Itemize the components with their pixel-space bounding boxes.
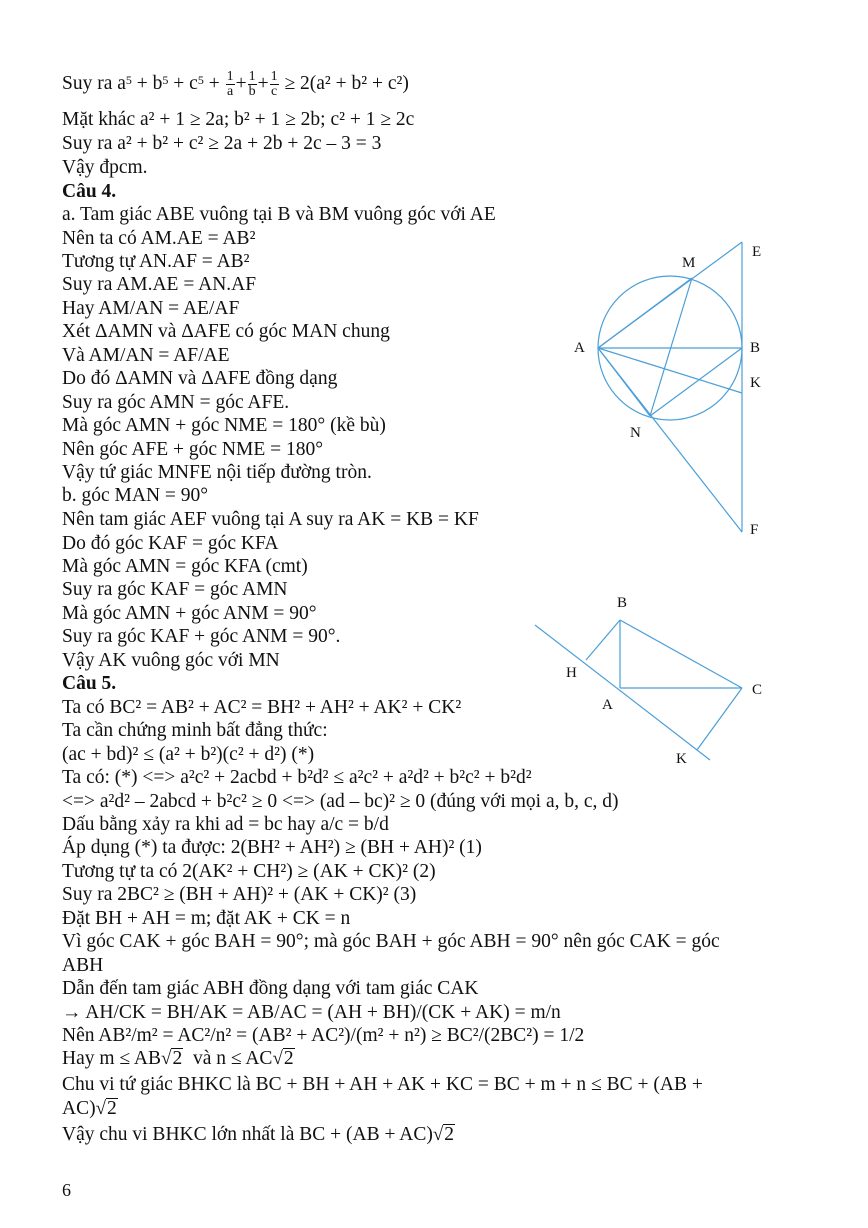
text-line: b. góc MAN = 90° [62,485,209,506]
text: ≥ 2(a² + b² + c²) [279,72,409,94]
text-line: Do đó góc KAF = góc KFA [62,533,279,554]
numerator: 1 [226,69,234,84]
text: + [235,72,247,94]
text-line: Nên góc AFE + góc NME = 180° [62,439,324,460]
label-F: F [750,522,759,538]
exponent: 5 [162,73,169,87]
text-line: Vì góc CAK + góc BAH = 90°; mà góc BAH + góc ABH = 90° nên góc CAK = góc [62,931,720,952]
text-line: Ta có: (*) <=> a²c² + 2acbd + b²d² ≤ a²c² + a²d² + b²c² + b²d² [62,767,532,788]
segment-BH [586,620,620,660]
label-B: B [750,340,761,356]
radicand: 2 [107,1098,117,1119]
text-line: Đặt BH + AH = m; đặt AK + CK = n [62,908,351,929]
text-line [62,1123,455,1147]
text-line: Mà góc AMN + góc ANM = 90° [62,603,317,624]
radical-sign: √ [272,1048,283,1069]
label-M: M [682,255,696,271]
fraction [270,70,279,99]
label-E: E [752,244,762,260]
exponent: 5 [125,73,132,87]
denominator: a [226,84,234,99]
text-line: → AH/CK = BH/AK = AB/AC = (AH + BH)/(CK + AK) = m/n [62,1002,561,1023]
segment-NB [650,348,742,416]
text-line: Áp dụng (*) ta được: 2(BH² + AH²) ≥ (BH + AH)² (1) [62,837,482,858]
text-line: Suy ra 2BC² ≥ (BH + AH)² + (AK + CK)² (3) [62,884,417,905]
numerator: 1 [270,69,278,84]
radical-sign: √ [432,1124,444,1145]
text-line: Do đó ΔAMN và ΔAFE đồng dạng [62,368,338,389]
text-line: Suy ra góc KAF = góc AMN [62,579,288,600]
text: + [257,72,269,94]
radicand: 2 [444,1124,455,1145]
section-heading: Câu 4. [62,181,117,202]
text-line: Tương tự AN.AF = AB² [62,251,250,272]
text-line: Hay AM/AN = AE/AF [62,298,240,319]
line-HK [535,625,710,760]
text-line: Nên tam giác AEF vuông tại A suy ra AK = KB = KF [62,509,479,530]
section-heading: Câu 5. [62,673,117,694]
text-line: a. Tam giác ABE vuông tại B và BM vuông góc với AE [62,204,496,225]
line-1 [62,70,409,99]
denominator: c [270,84,278,99]
text-line: Dấu bằng xảy ra khi ad = bc hay a/c = b/d [62,814,389,835]
fraction [226,70,235,99]
text-line: Mặt khác a² + 1 ≥ 2a; b² + 1 ≥ 2b; c² + 1 ≥ 2c [62,109,415,130]
label-C: C [752,682,763,698]
text-line: Nên AB²/m² = AC²/n² = (AB² + AC²)/(m² + n²) ≥ BC²/(2BC²) = 1/2 [62,1025,585,1046]
text-line [62,1047,295,1071]
page-number: 6 [62,1180,71,1200]
text-line [62,1097,118,1121]
text: Suy ra a [62,72,126,94]
text-line: Suy ra AM.AE = AN.AF [62,274,257,295]
text-line: Tương tự ta có 2(AK² + CH²) ≥ (AK + CK)² (2) [62,861,436,882]
text-line: Vậy AK vuông góc với MN [62,650,280,671]
label-K: K [676,751,687,767]
text-line: Dẫn đến tam giác ABH đồng dạng với tam giác CAK [62,978,479,999]
text: + [203,72,225,94]
fraction [248,70,257,99]
text-line: Vậy tứ giác MNFE nội tiếp đường tròn. [62,462,372,483]
exponent: 5 [197,73,204,87]
label-H: H [566,665,577,681]
text-line: Suy ra góc AMN = góc AFE. [62,392,290,413]
text: + b [131,72,163,94]
text-line: Và AM/AN = AF/AE [62,345,230,366]
segment-BC [620,620,742,688]
label-B: B [617,595,628,611]
text-line: Nên ta có AM.AE = AB² [62,228,256,249]
text-line: Suy ra a² + b² + c² ≥ 2a + 2b + 2c – 3 = 3 [62,133,382,154]
segment-CK [697,688,742,750]
label-K: K [750,375,761,391]
text: + c [168,72,198,94]
text-line: Vậy đpcm. [62,157,148,178]
text: AC) [62,1098,96,1119]
label-A: A [574,340,585,356]
denominator: b [248,84,256,99]
segment-AK [598,348,742,393]
radical-sign: √ [95,1098,107,1119]
text-line: ABH [62,955,104,976]
numerator: 1 [248,69,256,84]
label-N: N [630,425,641,441]
figure-cau-5 [530,590,775,775]
radical-sign: √ [161,1048,172,1069]
text-line: Xét ΔAMN và ΔAFE có góc MAN chung [62,321,390,342]
text-line: Chu vi tứ giác BHKC là BC + BH + AH + AK + KC = BC + m + n ≤ BC + (AB + [62,1074,703,1095]
segment-MN [650,278,692,416]
text: Vậy chu vi BHKC lớn nhất là BC + (AB + AC) [62,1124,433,1145]
label-A: A [602,697,613,713]
text: và n ≤ AC [183,1048,273,1069]
text-line: Mà góc AMN + góc NME = 180° (kề bù) [62,415,386,436]
figure-cau-4 [560,235,780,545]
text-line: Ta có BC² = AB² + AC² = BH² + AH² + AK² + CK² [62,697,462,718]
text-line: (ac + bd)² ≤ (a² + b²)(c² + d²) (*) [62,744,315,765]
segment-AM [598,278,692,348]
radicand: 2 [172,1048,183,1069]
radicand: 2 [283,1048,294,1069]
text-line: Mà góc AMN = góc KFA (cmt) [62,556,308,577]
text-line: Ta cần chứng minh bất đẳng thức: [62,720,328,741]
text: Hay m ≤ AB [62,1048,161,1069]
text-line: Suy ra góc KAF + góc ANM = 90°. [62,626,341,647]
segment-AN [598,348,650,416]
text-line: <=> a²d² – 2abcd + b²c² ≥ 0 <=> (ad – bc)² ≥ 0 (đúng với mọi a, b, c, d) [62,791,619,812]
